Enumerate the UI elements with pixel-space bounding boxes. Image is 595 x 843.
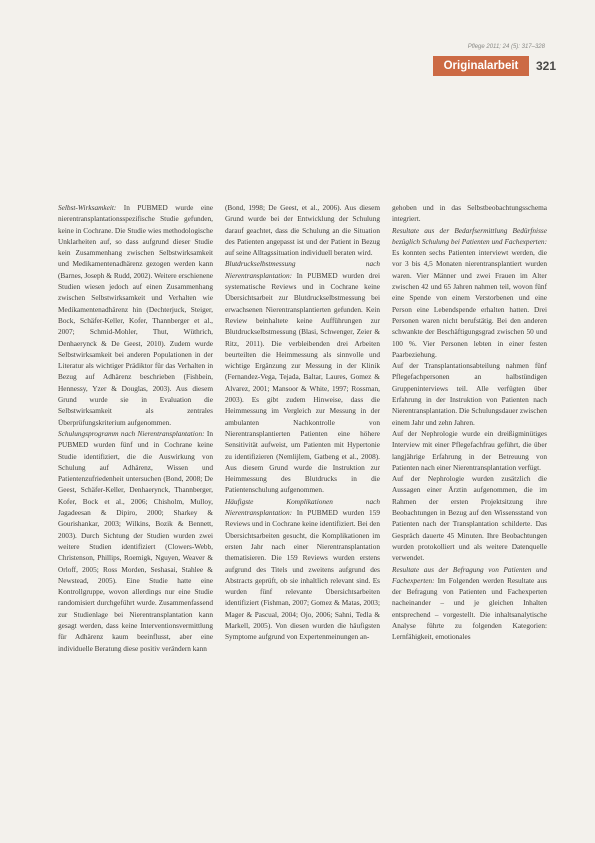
paragraph [392,473,547,563]
paragraph [225,202,380,258]
paragraph-heading: Resultate aus der Bedarfsermittlung Bedürfnisse bezüglich Schulung bei Patienten und Fachexperten: [392,225,547,246]
paragraph [392,428,547,473]
paragraph-text: gehoben und in das Selbstbeobachtungsschema integriert. [392,203,547,224]
text-column-1 [58,202,213,842]
page-number: 321 [535,59,557,73]
paragraph [392,360,547,428]
paragraph-heading: Blutdruckselbstmessung nach Nierentransplantation: [225,259,380,280]
paragraph [58,428,213,654]
section-label: Originalarbeit [433,56,529,76]
paragraph [392,202,547,225]
paragraph-text: In PUBMED wurden fünf und in Cochrane keine Studie identifiziert, die die Auswirkung von Schulung auf Adhärenz, Wissen und Patientenzufriedenheit untersuchen (Bond, 2008; De Geest, Schäfer-Keller, Denhaerynck, Thannberger, Kofer, Bock et al., 2006; Chisholm, Mulloy, Jagadeesan & Dipiro, 2000; Sharkey & Gourishankar, 2003; Wilkins, Bozik & Bennett, 2003). Durch Sichtung der Studien wurden zwei weitere Studien identifiziert (Clowers-Webb, Christenson, Phillips, Roemigk, Nguyen, Weaver & Orloff, 2005; Ross Morden, Seshasai, Stahlee & Newstead, 2005). Eine Studie hatte eine Kontrollgruppe, wovon allerdings nur eine Studie randomisiert durchgeführt wurde. Zusammenfassend zur Studienlage bei Nierentransplantation kann gesagt werden, dass keine Interventionsvermittlung für Adhärenz kaum beeinflusst, aber eine individuelle Beratung diese positiv verändern kann [58,428,213,653]
paragraph-text: (Bond, 1998; De Geest, et al., 2006). Aus diesem Grund wurde bei der Entwicklung der Schulung darauf geachtet, dass die Schulung an die Situation des Patienten angepasst ist und der Patient in Bezug auf seine Alltagssituation individuell beraten wird. [225,203,380,258]
paragraph-text: In PUBMED wurden 159 Reviews und in Cochrane keine identifiziert. Bei den Übersichtsarbeiten gesucht, die Komplikationen im ersten Jahr nach einer Nierentransplantation thematisieren. Die 159 Reviews wurden erstens aufgrund des Titels und zweitens aufgrund des Abstracts geprüft, ob sie inhaltlich relevant sind. Es wurden fünf relevante Übersichtsarbeiten identifiziert (Fishman, 2007; Gomez & Matas, 2003; Mager & Pascual, 2004; Ojo, 2006; Sahni, Tedla & Markell, 2005). Von diesen wurden die häufigsten Symptome aufgrund von Expertenmeinungen an- [225,508,380,642]
paragraph-text: Auf der Transplantationsabteilung nahmen fünf Pflegefachpersonen an halbstündigen Gruppeninterviews teil. Alle verfügten über Erfahrung in der Instruktion von Patienten nach Nierentransplantation. Die Schulungsdauer zwischen einem Jahr und zehn Jahren. [392,361,547,427]
paragraph [392,564,547,643]
paragraph-heading: Selbst-Wirksamkeit: [58,203,117,212]
paragraph [225,496,380,643]
paragraph-text: Es konnten sechs Patienten interviewt werden, die vor 3 bis 4,5 Monaten nierentransplantiert wurden waren. Vier Männer und zwei Frauen im Alter zwischen 42 und 65 Jahren nahmen teil, wovon fünf eine Spende von einem Verstorbenen und eine Person eine Lebendspende erhalten hatten. Drei Personen waren nicht berufstätig. Bei den anderen schwankte der Beschäftigungsgrad zwischen 50 und 100 %. Vier Personen lebten in einer festen Paarbeziehung. [392,248,547,359]
paragraph [225,258,380,495]
paragraph-text: Auf der Nephrologie wurden zusätzlich die Aussagen einer Ärztin aufgenommen, die im Rahmen der ersten Projektsitzung ihre Beobachtungen in Bezug auf den Wissensstand von Patienten nach der Transplantation schilderte. Das Gespräch dauerte 45 Minuten. Ihre Beobachtungen wurden protokolliert und als weitere Datenquelle verwendet. [392,474,547,563]
paragraph-text: In PUBMED wurde eine nierentransplantationsspezifische Studie gefunden, keine in Cochrane. Die Studie wies methodologische Unklarheiten auf, so dass aufgrund dieser Studie kein Zusammenhang zwischen Selbstwirksamkeit und Medikamentenadhärenz gezogen werden kann (Barnes, Joseph & Rudd, 2002). Weitere erschienene Studien wiesen jedoch auf einen Zusammenhang zwischen Selbstwirksamkeit und Verhalten wie Medikamentenadhärenz hin (Dechterjuck, Steiger, Bock, Schäfer-Keller, Kofer, Thannberger et al., 2007; Schmid-Mohler, Thut, Wüthrich, Denhaerynck & De Geest, 2010). Zudem wurde Selbstwirksamkeit bei anderen Populationen in der Literatur als wichtiger Prädiktor für das Verhalten in Bezug auf Adhärenz beschrieben (Fishbein, Hennessy, Yzer & Douglas, 2003). Aus diesem Grund wurde sie in Evaluation die Selbstwirksamkeit als zentrales Überprüfungskriterium aufgenommen. [58,203,213,427]
paragraph-text: Im Folgenden werden Resultate aus der Befragung von Patienten und Fachexperten nacheinander – und je gleichen Inhalten entsprechend – vorgestellt. Die inhaltsanalytische Analyse führte zu folgenden Kategorien: Lernfähigkeit, emotionales [392,575,547,642]
page-header [0,56,595,78]
paragraph [58,202,213,428]
paragraph-heading: Resultate aus der Befragung von Patienten und Fachexperten: [392,564,547,585]
paragraph-text: Auf der Nephrologie wurde ein dreißigminütiges Interview mit einer Pflegefachfrau geführt, die über langjährige Erfahrung in der Betreuung von Patienten nach einer Nierentransplantation verfügt. [392,428,547,472]
paragraph-heading: Häufigste Komplikationen nach Nierentransplantation: [225,496,380,518]
paragraph-text: In PUBMED wurden drei systematische Reviews und in Cochrane keine Übersichtsarbeit zur Blutdruckselbstmessung bei erwachsenen Nierentransplantierten gefunden. Kein Review beinhaltete keine Aufführungen zur Blutdruckselbstmessung (Blasi, Schwenger, Zeier & Ritz, 2011). Die verbleibenden drei Arbeiten beurteilten die Heimmessung als sinnvolle und wichtige Ergänzung zur Messung in der Klinik (Fernandez-Vega, Tejada, Baltar, Laures, Gomez & Alvarez, 2001; Mansoor & White, 1997; Rossman, 2003). Es gibt zudem Hinweise, dass die Heimmessung im Vergleich zur Messung in der ambulanten Nachkontrolle von Nierentransplantierten Patienten eine höhere Sensitivität aufweist, um Patienten mit Hypertonie zu identifizieren (Nemlijlem, Gatbeng et al., 2008). Aus diesem Grund wurde die Instruktion zur Heimmessung des Blutdrucks in die Patientenschulung aufgenommen. [225,270,380,495]
text-column-3 [392,202,547,842]
paragraph-heading: Schulungsprogramm nach Nierentransplantation: [58,428,205,438]
text-column-2 [225,202,380,842]
journal-reference: Pflege 2011; 24 (5): 317–328 [467,44,545,50]
paragraph [392,225,547,361]
